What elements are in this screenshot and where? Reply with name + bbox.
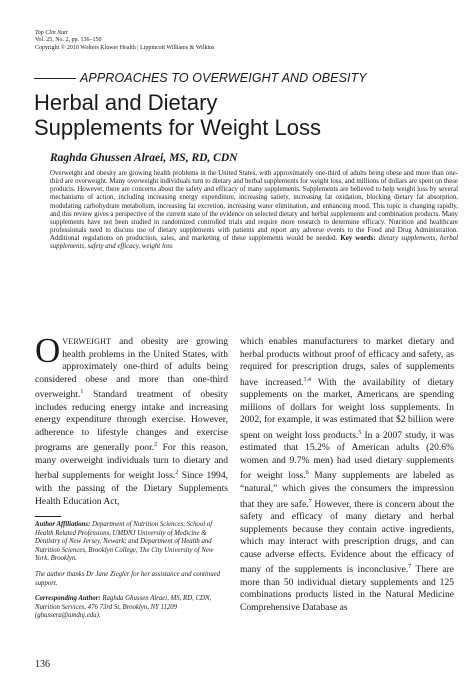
keywords: dietary supplements, herbal supplements, safety and efficacy, weight loss	[50, 235, 458, 251]
right-text-6: There are more than 50 individual dietary supplements and 125 combinations products listed in the Natural Medicine Comprehensive Database as	[240, 564, 454, 613]
page-number: 136	[35, 659, 50, 670]
right-text-5: However, there is concern about the safety and efficacy of many dietary and herbal supplements because they contain active ingredients, which may interact with prescription drugs, and can cause adverse effects. Evidence about the efficacy of many of the supplements is inconclusive.	[240, 498, 454, 576]
citation[interactable]: 2	[154, 442, 158, 449]
citation[interactable]: 7	[408, 564, 412, 571]
journal-name: Top Clin Nutr	[35, 30, 69, 36]
title-line-1: Herbal and Dietary	[34, 90, 218, 115]
left-text-3: For this reason, many overweight individuals turn to dietary and herbal supplements for weight loss.	[35, 442, 228, 482]
lead-word: VERWEIGHT	[62, 337, 112, 346]
affiliations-note	[35, 521, 227, 564]
right-text-4: Many supplements are labeled as “natural,” which gives the consumers the impression that they are safe.	[240, 470, 454, 510]
drop-cap: O	[35, 331, 61, 370]
series-rule	[34, 78, 76, 79]
citation[interactable]: 6	[305, 470, 309, 477]
citation[interactable]: 1	[80, 389, 84, 395]
keywords-label: Key words:	[340, 235, 376, 243]
corresponding-label: Corresponding Author:	[35, 595, 101, 603]
right-text-1: which enables manufacturers to market dietary and herbal products without proof of efficacy and safety, as required for prescription drugs, sales of supplements have increased.	[240, 336, 454, 388]
corresponding-text: Raghda Ghussen Alraei, MS, RD, CDN, Nutrition Services, 476 73rd St, Brooklyn, NY 11209 (ghussera@umdnj.edu).	[35, 595, 212, 620]
abstract-body: Overweight and obesity are growing health problems in the United States, with approximately one-third of adults being obese and more than one-third are overweight. Many overweight individuals turn to dietary and herbal supplements for weight loss, and millions of dollars are spent on these products. However, there are concerns about the safety and efficacy of many supplements. Supplements are believed to help weight loss by several mechanisms of action, including increasing energy expenditure, increasing satiety, increasing fat oxidation, blocking dietary fat absorption, modulating carbohydrate metabolism, increasing fat excretion, increasing water elimination, and enhancing mood. This topic is changing rapidly, and this review gives a perspective of the current state of the evidence on selected dietary and herbal supplements and combination products. Many supplements have not been studied in randomized controlled trials and require more research to determine efficacy. Nutrition and healthcare professionals need to discuss use of dietary supplements with patients and report any adverse events to the Food and Drug Administration. Additional regulations on production, sales, and marketing of these supplements would be needed.	[50, 170, 458, 243]
citation[interactable]: 7	[308, 498, 312, 505]
corresponding-note	[35, 595, 227, 621]
author-footnotes	[35, 521, 227, 628]
citation[interactable]: 5	[358, 429, 362, 436]
left-text-4: Since 1994, with the passing of the Dietary Supplements Health Education Act,	[35, 470, 228, 507]
footnote-rule	[35, 516, 61, 517]
affiliations-text: Department of Nutrition Sciences, School of Health Related Professions, UMDNJ University of Medicine & Dentistry of New Jersey, Newark; and Department of Health and Nutrition Sciences, Brooklyn College, The City University of New York, Brooklyn.	[35, 521, 214, 563]
right-text-2: With the availability of dietary supplements on the market, Americans are spending millions of dollars for weight loss supplements. In 2002, for example, it was estimated that $2 billion were spent on weight loss products.	[240, 376, 454, 441]
series-heading	[34, 71, 454, 85]
affiliations-label: Author Affiliations:	[35, 521, 91, 528]
title-line-2: Supplements for Weight Loss	[34, 115, 321, 140]
citation[interactable]: 3,4	[303, 376, 312, 383]
article-title	[34, 90, 454, 140]
abstract	[50, 170, 458, 252]
left-text-1: and obesity are growing health problems in the United States, with approximately one-third of adults being considered obese and more than one-third overweight.	[35, 336, 228, 401]
left-text-2: Standard treatment of obesity includes reducing energy intake and increasing energy expenditure through exercise. However, adherence to lifestyle changes and exercise programs are generally poor.	[35, 389, 228, 454]
body-column-left	[35, 331, 228, 508]
citation[interactable]: 2	[175, 470, 179, 477]
series-title: APPROACHES TO OVERWEIGHT AND OBESITY	[80, 71, 367, 85]
right-text-3: In a 2007 study, it was estimated that 15.2% of American adults (20.6% women and 9.7% men) had used dietary supplements for weight loss.	[240, 429, 454, 482]
journal-volume: Vol. 25, No. 2, pp. 136–150	[35, 37, 102, 44]
journal-copyright: Copyright © 2010 Wolters Kluwer Health | Lippincott Williams & Wilkins	[35, 44, 215, 51]
thanks-note: The author thanks Dr Jane Ziegler for her assistance and continued support.	[35, 570, 221, 587]
body-column-right	[240, 336, 454, 614]
author-name: Raghda Ghussen Alraei, MS, RD, CDN	[50, 152, 238, 164]
journal-header	[35, 30, 214, 52]
